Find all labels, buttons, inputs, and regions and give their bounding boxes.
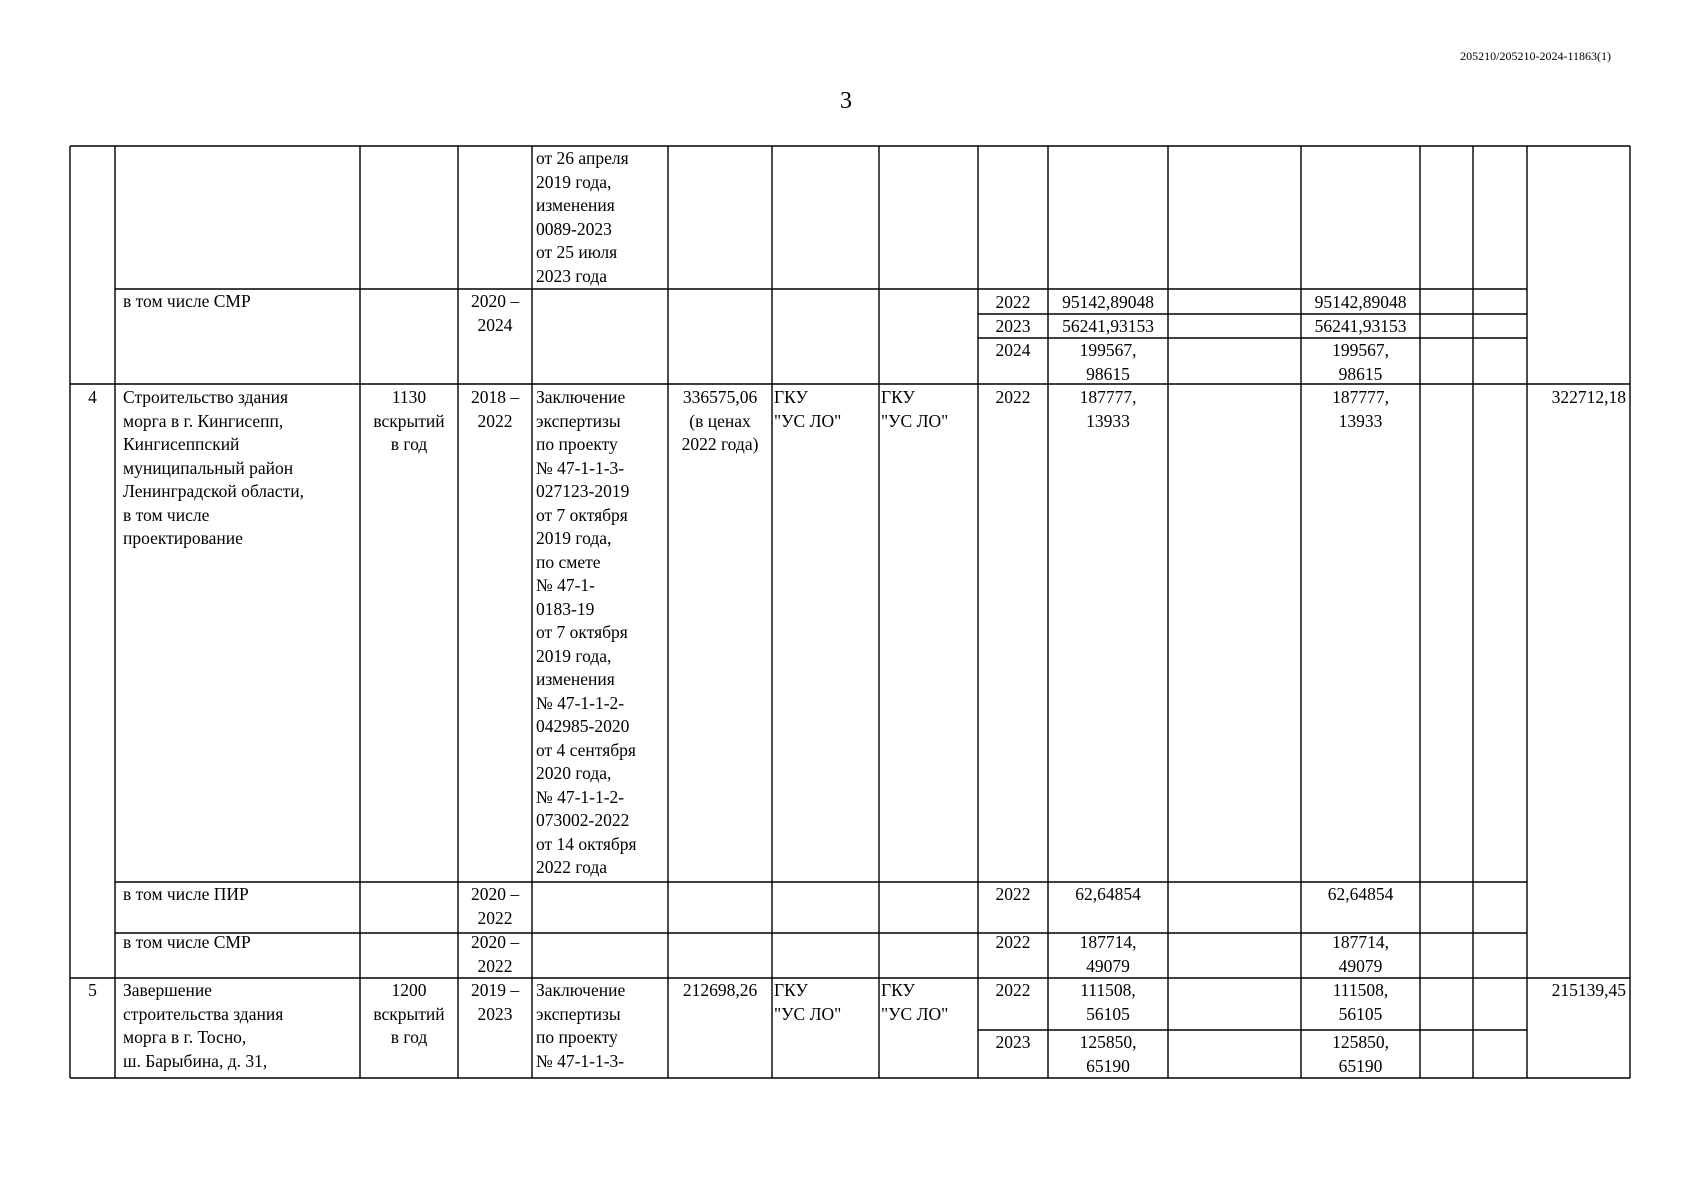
row5-customer: ГКУ "УС ЛО" <box>774 980 842 1024</box>
row5-amount2-2: 125850, 65190 <box>1332 1032 1389 1076</box>
cont-smr-year-3: 2024 <box>995 340 1031 360</box>
row5-developer: ГКУ "УС ЛО" <box>881 980 949 1024</box>
row5-object-name: Завершение строительства здания морга в г. Тосно, ш. Барыбина, д. 31, <box>123 980 284 1071</box>
row4-smr-year: 2022 <box>995 932 1031 952</box>
cont-smr-amount-1: 95142,89048 <box>1062 292 1154 312</box>
document-id: 205210/205210-2024-11863(1) <box>1460 49 1611 63</box>
row5-amount-1: 111508, 56105 <box>1080 980 1136 1024</box>
cont-smr-amount2-1: 95142,89048 <box>1314 292 1407 312</box>
row4-cost: 336575,06 (в ценах 2022 года) <box>681 387 759 454</box>
row4-period: 2018 – 2022 <box>470 387 520 431</box>
row4-pir-period: 2020 – 2022 <box>470 884 520 928</box>
row4-object-name: Строительство здания морга в г. Кингисепп, Кингисеппский муниципальный район Ленинградской области, в том числе проектирование <box>123 387 304 548</box>
row4-pir-amount: 62,64854 <box>1075 884 1141 904</box>
row5-period: 2019 – 2023 <box>470 980 520 1024</box>
row4-capacity: 1130 вскрытий в год <box>373 387 445 454</box>
cont-smr-period: 2020 – 2024 <box>470 291 520 335</box>
row4-amount: 187777, 13933 <box>1079 387 1137 431</box>
cont-smr-amount-2: 56241,93153 <box>1062 316 1154 336</box>
row4-pir-amount2: 62,64854 <box>1327 884 1394 904</box>
row5-cost: 212698,26 <box>682 980 758 1000</box>
row4-smr-amount: 187714, 49079 <box>1079 932 1137 976</box>
row4-smr-period: 2020 – 2022 <box>470 932 520 976</box>
row5-total: 215139,45 <box>1551 980 1626 1000</box>
row5-amount-2: 125850, 65190 <box>1079 1032 1137 1076</box>
row4-number: 4 <box>88 387 97 407</box>
page-number: 3 <box>840 88 852 114</box>
row4-pir-label: в том числе ПИР <box>123 884 249 904</box>
row5-year-2: 2023 <box>995 1032 1031 1052</box>
row4-pir-year: 2022 <box>995 884 1031 904</box>
row5-year-1: 2022 <box>995 980 1031 1000</box>
row4-expertise: Заключение экспертизы по проекту № 47-1-1-3- 027123-2019 от 7 октября 2019 года, по смете № 47-1- 0183-19 от 7 октября 2019 года, изменения № 47-1-1-2- 042985-2020 от 4 сентября 2020 года, № 47-1-1-2- 073002-2022 от 14 октября 2022 года <box>536 387 637 877</box>
row5-expertise: Заключение экспертизы по проекту № 47-1-1-3- <box>536 980 626 1071</box>
cont-smr-year-2: 2023 <box>995 316 1031 336</box>
row4-developer: ГКУ "УС ЛО" <box>881 387 949 431</box>
row5-amount2-1: 111508, 56105 <box>1332 980 1389 1024</box>
row4-smr-label: в том числе СМР <box>123 932 251 952</box>
row4-total: 322712,18 <box>1551 387 1626 407</box>
cont-smr-amount-3: 199567, 98615 <box>1079 340 1137 384</box>
cont-smr-amount2-3: 199567, 98615 <box>1332 340 1389 384</box>
row4-amount2: 187777, 13933 <box>1332 387 1389 431</box>
row4-customer: ГКУ "УС ЛО" <box>774 387 842 431</box>
cont-smr-year-1: 2022 <box>995 292 1031 312</box>
row4-smr-amount2: 187714, 49079 <box>1332 932 1389 976</box>
cont-smr-amount2-2: 56241,93153 <box>1314 316 1407 336</box>
row5-capacity: 1200 вскрытий в год <box>373 980 445 1047</box>
expertise-continuation: от 26 апреля 2019 года, изменения 0089-2023 от 25 июля 2023 года <box>536 148 629 286</box>
row5-number: 5 <box>88 980 97 1000</box>
row4-year: 2022 <box>995 387 1031 407</box>
cont-smr-label: в том числе СМР <box>123 291 251 311</box>
